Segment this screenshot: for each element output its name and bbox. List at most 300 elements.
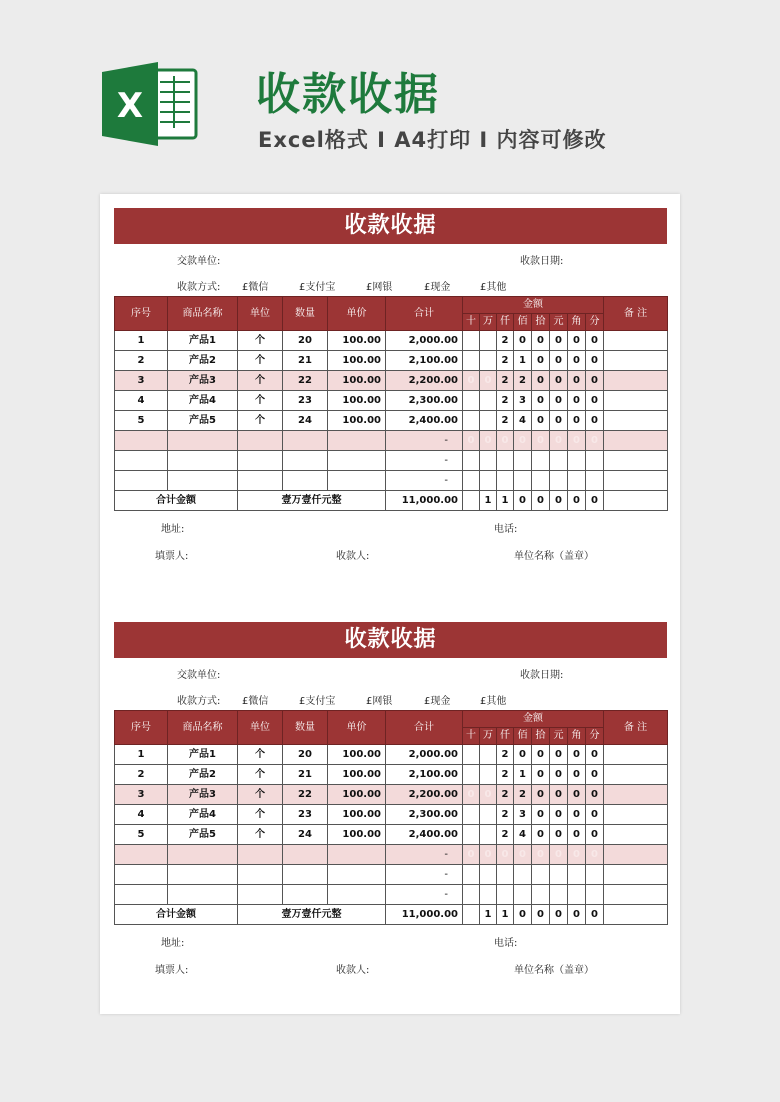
cell-total[interactable]: 2,100.00 (386, 351, 463, 371)
table-row (115, 391, 668, 411)
cell-digit[interactable] (497, 451, 514, 471)
cell-digit[interactable] (480, 745, 497, 765)
cell-empty[interactable] (238, 865, 283, 885)
cell-total[interactable]: 2,000.00 (386, 745, 463, 765)
cell-qty[interactable]: 24 (283, 411, 328, 431)
cell-no[interactable]: 5 (115, 825, 168, 845)
cell-digit[interactable] (480, 885, 497, 905)
method-bank[interactable]: £网银 (366, 282, 393, 293)
cell-remark[interactable] (604, 351, 668, 371)
cell-total[interactable]: 2,100.00 (386, 765, 463, 785)
cell-total[interactable]: - (386, 451, 463, 471)
cell-digit[interactable]: 0 (586, 331, 604, 351)
sum-total[interactable]: 11,000.00 (386, 491, 463, 511)
cell-unit[interactable]: 个 (238, 331, 283, 351)
cell-digit[interactable]: 3 (514, 805, 532, 825)
cell-digit[interactable]: 0 (550, 745, 568, 765)
cell-digit[interactable]: 2 (497, 765, 514, 785)
cell-empty[interactable] (168, 865, 238, 885)
table-row-empty (115, 845, 668, 865)
cell-digit[interactable] (480, 411, 497, 431)
cell-digit[interactable] (463, 765, 480, 785)
table-row-empty (115, 471, 668, 491)
cell-digit[interactable]: 0 (497, 845, 514, 865)
sum-words[interactable]: 壹万壹仟元整 (238, 491, 386, 511)
cell-digit[interactable]: 3 (514, 391, 532, 411)
cell-unit[interactable]: 个 (238, 765, 283, 785)
cell-remark[interactable] (604, 765, 668, 785)
cell-digit[interactable]: 2 (514, 371, 532, 391)
cell-digit[interactable]: 0 (586, 825, 604, 845)
cell-digit[interactable]: 0 (586, 745, 604, 765)
col-header-no: 序号 (115, 297, 168, 331)
cell-digit[interactable] (480, 471, 497, 491)
cell-digit[interactable] (568, 451, 586, 471)
cell-digit[interactable]: 0 (568, 805, 586, 825)
digit-header: 仟 (497, 728, 514, 745)
cell-price[interactable]: 100.00 (328, 745, 386, 765)
cell-digit[interactable]: 0 (586, 805, 604, 825)
cell-digit[interactable]: 0 (463, 371, 480, 391)
table-row (115, 371, 668, 391)
cell-empty[interactable] (115, 431, 168, 451)
cell-no[interactable]: 5 (115, 411, 168, 431)
cell-remark[interactable] (604, 451, 668, 471)
cell-qty[interactable]: 20 (283, 745, 328, 765)
cell-digit[interactable]: 0 (463, 431, 480, 451)
cell-digit[interactable]: 0 (568, 745, 586, 765)
cell-no[interactable]: 1 (115, 331, 168, 351)
cell-unit[interactable]: 个 (238, 805, 283, 825)
cell-remark[interactable] (604, 825, 668, 845)
cell-remark[interactable] (604, 845, 668, 865)
cell-digit[interactable]: 2 (497, 785, 514, 805)
cell-digit[interactable]: 2 (497, 351, 514, 371)
cell-name[interactable]: 产品2 (168, 351, 238, 371)
cell-name[interactable]: 产品3 (168, 785, 238, 805)
cell-name[interactable]: 产品5 (168, 825, 238, 845)
cell-digit[interactable] (463, 411, 480, 431)
method-cash[interactable]: £现金 (424, 696, 451, 707)
cell-empty[interactable] (168, 431, 238, 451)
cell-digit[interactable]: 0 (514, 845, 532, 865)
excel-logo-icon (100, 60, 200, 148)
cell-digit[interactable]: 0 (550, 371, 568, 391)
cell-digit[interactable]: 0 (586, 391, 604, 411)
cell-digit[interactable]: 0 (550, 331, 568, 351)
cell-digit[interactable]: 0 (550, 351, 568, 371)
cell-digit[interactable] (514, 865, 532, 885)
digit-header: 拾 (532, 728, 550, 745)
cell-digit[interactable]: 1 (514, 351, 532, 371)
table-row-empty (115, 885, 668, 905)
sum-digit[interactable]: 0 (550, 905, 568, 925)
cell-digit[interactable]: 0 (463, 785, 480, 805)
cell-remark[interactable] (604, 745, 668, 765)
method-wechat[interactable]: £微信 (242, 696, 269, 707)
sign-row (114, 952, 667, 979)
cell-empty[interactable] (115, 845, 168, 865)
cell-no[interactable]: 3 (115, 785, 168, 805)
cell-digit[interactable]: 4 (514, 825, 532, 845)
cell-empty[interactable] (168, 471, 238, 491)
cell-digit[interactable] (568, 471, 586, 491)
cell-unit[interactable]: 个 (238, 371, 283, 391)
cell-empty[interactable] (283, 885, 328, 905)
cell-digit[interactable]: 2 (497, 825, 514, 845)
cell-digit[interactable] (480, 765, 497, 785)
cell-total[interactable]: 2,400.00 (386, 411, 463, 431)
cell-digit[interactable]: 2 (497, 331, 514, 351)
method-wechat[interactable]: £微信 (242, 282, 269, 293)
cell-digit[interactable] (532, 865, 550, 885)
cell-total[interactable]: 2,400.00 (386, 825, 463, 845)
cell-name[interactable]: 产品3 (168, 371, 238, 391)
cell-total[interactable]: 2,200.00 (386, 785, 463, 805)
cell-remark[interactable] (604, 391, 668, 411)
cell-price[interactable]: 100.00 (328, 371, 386, 391)
sum-digit[interactable] (463, 905, 480, 925)
cell-remark[interactable] (604, 865, 668, 885)
sum-digit[interactable]: 0 (514, 491, 532, 511)
cell-remark[interactable] (604, 805, 668, 825)
cell-digit[interactable] (463, 471, 480, 491)
cell-digit[interactable] (480, 351, 497, 371)
cell-digit[interactable]: 0 (532, 805, 550, 825)
sum-digit[interactable]: 1 (480, 491, 497, 511)
method-alipay[interactable]: £支付宝 (299, 282, 336, 293)
cell-digit[interactable]: 0 (586, 431, 604, 451)
cell-remark[interactable] (604, 371, 668, 391)
cell-price[interactable]: 100.00 (328, 391, 386, 411)
cell-digit[interactable] (463, 885, 480, 905)
digit-header: 分 (586, 314, 604, 331)
sum-digit[interactable]: 0 (532, 491, 550, 511)
cell-digit[interactable]: 0 (568, 785, 586, 805)
sum-digit[interactable]: 0 (568, 491, 586, 511)
document-paper (100, 194, 680, 1014)
table-row-empty (115, 431, 668, 451)
cell-digit[interactable] (532, 451, 550, 471)
cell-no[interactable]: 2 (115, 351, 168, 371)
cell-digit[interactable] (586, 865, 604, 885)
sum-digit[interactable]: 1 (480, 905, 497, 925)
cell-digit[interactable] (480, 865, 497, 885)
cell-unit[interactable]: 个 (238, 785, 283, 805)
method-bank[interactable]: £网银 (366, 696, 393, 707)
sum-digit[interactable]: 0 (532, 905, 550, 925)
cell-digit[interactable] (514, 885, 532, 905)
cell-empty[interactable] (283, 471, 328, 491)
cell-no[interactable]: 1 (115, 745, 168, 765)
cell-digit[interactable]: 0 (532, 431, 550, 451)
cell-digit[interactable] (514, 471, 532, 491)
cell-digit[interactable]: 0 (514, 431, 532, 451)
cell-digit[interactable]: 0 (550, 825, 568, 845)
cell-qty[interactable]: 21 (283, 765, 328, 785)
cell-remark[interactable] (604, 431, 668, 451)
cell-digit[interactable]: 0 (532, 845, 550, 865)
cell-qty[interactable]: 20 (283, 331, 328, 351)
cell-empty[interactable] (115, 885, 168, 905)
cell-name[interactable]: 产品5 (168, 411, 238, 431)
cell-empty[interactable] (115, 451, 168, 471)
cell-empty[interactable] (283, 431, 328, 451)
cell-total[interactable]: 2,200.00 (386, 371, 463, 391)
cell-total[interactable]: - (386, 471, 463, 491)
cell-no[interactable]: 3 (115, 371, 168, 391)
cell-qty[interactable]: 23 (283, 805, 328, 825)
cell-qty[interactable]: 24 (283, 825, 328, 845)
cell-empty[interactable] (115, 471, 168, 491)
cell-digit[interactable]: 0 (550, 805, 568, 825)
cell-price[interactable]: 100.00 (328, 331, 386, 351)
cell-digit[interactable]: 0 (514, 331, 532, 351)
cell-digit[interactable] (463, 805, 480, 825)
cell-digit[interactable]: 0 (586, 785, 604, 805)
cell-digit[interactable] (550, 451, 568, 471)
cell-digit[interactable]: 2 (497, 371, 514, 391)
cell-price[interactable]: 100.00 (328, 825, 386, 845)
cell-digit[interactable]: 0 (550, 391, 568, 411)
cell-empty[interactable] (238, 431, 283, 451)
cell-empty[interactable] (328, 431, 386, 451)
cell-digit[interactable]: 0 (586, 765, 604, 785)
sum-total[interactable]: 11,000.00 (386, 905, 463, 925)
cell-qty[interactable]: 22 (283, 371, 328, 391)
cell-digit[interactable] (463, 391, 480, 411)
cell-name[interactable]: 产品4 (168, 391, 238, 411)
cell-price[interactable]: 100.00 (328, 411, 386, 431)
col-header-amount: 金额 (463, 297, 604, 314)
sum-digit[interactable]: 1 (497, 905, 514, 925)
cell-name[interactable]: 产品2 (168, 765, 238, 785)
cell-no[interactable]: 4 (115, 391, 168, 411)
cell-remark[interactable] (604, 411, 668, 431)
cell-digit[interactable]: 2 (497, 411, 514, 431)
cell-digit[interactable]: 0 (550, 431, 568, 451)
cell-digit[interactable] (497, 471, 514, 491)
cell-digit[interactable]: 0 (586, 845, 604, 865)
sum-remark[interactable] (604, 491, 668, 511)
method-other[interactable]: £其他 (480, 696, 507, 707)
cell-digit[interactable]: 0 (532, 785, 550, 805)
sum-digit[interactable] (463, 491, 480, 511)
cell-total[interactable]: 2,000.00 (386, 331, 463, 351)
sum-digit[interactable]: 0 (568, 905, 586, 925)
cell-digit[interactable]: 0 (568, 845, 586, 865)
cell-digit[interactable] (463, 865, 480, 885)
cell-digit[interactable]: 0 (532, 391, 550, 411)
cell-unit[interactable]: 个 (238, 391, 283, 411)
cell-name[interactable]: 产品1 (168, 745, 238, 765)
cell-empty[interactable] (283, 865, 328, 885)
cell-total[interactable]: 2,300.00 (386, 391, 463, 411)
cell-digit[interactable] (463, 451, 480, 471)
cell-digit[interactable] (463, 825, 480, 845)
cell-total[interactable]: - (386, 845, 463, 865)
cell-digit[interactable] (480, 825, 497, 845)
cell-digit[interactable]: 0 (586, 371, 604, 391)
payee-label: 收款人: (336, 551, 370, 562)
cell-empty[interactable] (283, 451, 328, 471)
cell-digit[interactable] (463, 745, 480, 765)
method-alipay[interactable]: £支付宝 (299, 696, 336, 707)
sum-label: 合计金额 (115, 905, 238, 925)
cell-digit[interactable] (568, 865, 586, 885)
cell-digit[interactable] (586, 451, 604, 471)
cell-empty[interactable] (168, 451, 238, 471)
cell-digit[interactable] (463, 331, 480, 351)
cell-total[interactable]: - (386, 885, 463, 905)
cell-digit[interactable] (514, 451, 532, 471)
cell-total[interactable]: 2,300.00 (386, 805, 463, 825)
cell-empty[interactable] (283, 845, 328, 865)
cell-digit[interactable]: 0 (586, 351, 604, 371)
cell-empty[interactable] (115, 865, 168, 885)
cell-price[interactable]: 100.00 (328, 765, 386, 785)
cell-price[interactable]: 100.00 (328, 785, 386, 805)
cell-digit[interactable] (497, 885, 514, 905)
col-header-total: 合计 (386, 711, 463, 745)
cell-digit[interactable]: 0 (568, 371, 586, 391)
company-label: 单位名称（盖章） (514, 551, 594, 562)
cell-qty[interactable]: 23 (283, 391, 328, 411)
sum-digit[interactable]: 0 (586, 491, 604, 511)
cell-digit[interactable] (532, 471, 550, 491)
cell-digit[interactable] (550, 885, 568, 905)
col-header-qty: 数量 (283, 711, 328, 745)
sum-digit[interactable]: 0 (514, 905, 532, 925)
cell-remark[interactable] (604, 785, 668, 805)
cell-digit[interactable] (463, 351, 480, 371)
cell-digit[interactable] (550, 471, 568, 491)
cell-digit[interactable]: 0 (532, 411, 550, 431)
table-row (115, 825, 668, 845)
cell-digit[interactable]: 0 (514, 745, 532, 765)
cell-qty[interactable]: 21 (283, 351, 328, 371)
sum-digit[interactable]: 0 (550, 491, 568, 511)
cell-digit[interactable]: 0 (497, 431, 514, 451)
cell-digit[interactable]: 4 (514, 411, 532, 431)
sign-row (114, 538, 667, 565)
cell-qty[interactable]: 22 (283, 785, 328, 805)
cell-price[interactable]: 100.00 (328, 351, 386, 371)
table-row-empty (115, 451, 668, 471)
cell-no[interactable]: 2 (115, 765, 168, 785)
cell-digit[interactable]: 0 (550, 785, 568, 805)
cell-digit[interactable]: 0 (532, 351, 550, 371)
cell-empty[interactable] (328, 865, 386, 885)
cell-digit[interactable] (586, 471, 604, 491)
cell-digit[interactable]: 0 (568, 331, 586, 351)
receipt-title: 收款收据 (114, 622, 667, 658)
cell-digit[interactable]: 2 (514, 785, 532, 805)
cell-no[interactable]: 4 (115, 805, 168, 825)
cell-digit[interactable]: 0 (532, 371, 550, 391)
cell-digit[interactable]: 0 (480, 845, 497, 865)
cell-digit[interactable]: 0 (532, 825, 550, 845)
cell-digit[interactable]: 2 (497, 745, 514, 765)
cell-empty[interactable] (168, 885, 238, 905)
cell-total[interactable]: - (386, 431, 463, 451)
cell-unit[interactable]: 个 (238, 825, 283, 845)
cell-digit[interactable]: 0 (550, 845, 568, 865)
cell-digit[interactable] (480, 805, 497, 825)
cell-price[interactable]: 100.00 (328, 805, 386, 825)
cell-remark[interactable] (604, 331, 668, 351)
cell-empty[interactable] (238, 471, 283, 491)
cell-empty[interactable] (238, 885, 283, 905)
method-other[interactable]: £其他 (480, 282, 507, 293)
method-label: 收款方式: (177, 696, 221, 707)
cell-digit[interactable]: 0 (480, 785, 497, 805)
cell-digit[interactable]: 0 (586, 411, 604, 431)
sum-digit[interactable]: 1 (497, 491, 514, 511)
cell-digit[interactable]: 0 (568, 411, 586, 431)
cell-digit[interactable] (550, 865, 568, 885)
cell-digit[interactable]: 0 (568, 825, 586, 845)
sum-digit[interactable]: 0 (586, 905, 604, 925)
cell-empty[interactable] (328, 845, 386, 865)
cell-digit[interactable] (568, 885, 586, 905)
cell-empty[interactable] (328, 471, 386, 491)
cell-digit[interactable]: 2 (497, 805, 514, 825)
cell-empty[interactable] (168, 845, 238, 865)
cell-total[interactable]: - (386, 865, 463, 885)
cell-digit[interactable] (480, 391, 497, 411)
digit-header: 元 (550, 314, 568, 331)
cell-digit[interactable]: 0 (463, 845, 480, 865)
cell-digit[interactable]: 0 (532, 331, 550, 351)
sum-remark[interactable] (604, 905, 668, 925)
col-header-name: 商品名称 (168, 297, 238, 331)
cell-digit[interactable]: 0 (532, 765, 550, 785)
digit-header: 十 (463, 314, 480, 331)
cell-empty[interactable] (328, 885, 386, 905)
cell-empty[interactable] (328, 451, 386, 471)
cell-digit[interactable] (497, 865, 514, 885)
cell-digit[interactable]: 0 (568, 351, 586, 371)
method-cash[interactable]: £现金 (424, 282, 451, 293)
cell-remark[interactable] (604, 471, 668, 491)
cell-digit[interactable]: 0 (568, 765, 586, 785)
cell-unit[interactable]: 个 (238, 745, 283, 765)
cell-empty[interactable] (238, 451, 283, 471)
cell-unit[interactable]: 个 (238, 351, 283, 371)
cell-name[interactable]: 产品4 (168, 805, 238, 825)
cell-digit[interactable] (480, 451, 497, 471)
cell-digit[interactable]: 0 (568, 431, 586, 451)
cell-name[interactable]: 产品1 (168, 331, 238, 351)
cell-digit[interactable]: 0 (550, 411, 568, 431)
cell-digit[interactable] (586, 885, 604, 905)
cell-digit[interactable]: 0 (480, 371, 497, 391)
cell-digit[interactable]: 0 (532, 745, 550, 765)
sum-words[interactable]: 壹万壹仟元整 (238, 905, 386, 925)
cell-digit[interactable]: 0 (480, 431, 497, 451)
cell-digit[interactable]: 0 (568, 391, 586, 411)
cell-digit[interactable] (532, 885, 550, 905)
cell-digit[interactable]: 2 (497, 391, 514, 411)
cell-empty[interactable] (238, 845, 283, 865)
cell-unit[interactable]: 个 (238, 411, 283, 431)
cell-remark[interactable] (604, 885, 668, 905)
col-header-total: 合计 (386, 297, 463, 331)
cell-digit[interactable]: 0 (550, 765, 568, 785)
cell-digit[interactable]: 1 (514, 765, 532, 785)
cell-digit[interactable] (480, 331, 497, 351)
